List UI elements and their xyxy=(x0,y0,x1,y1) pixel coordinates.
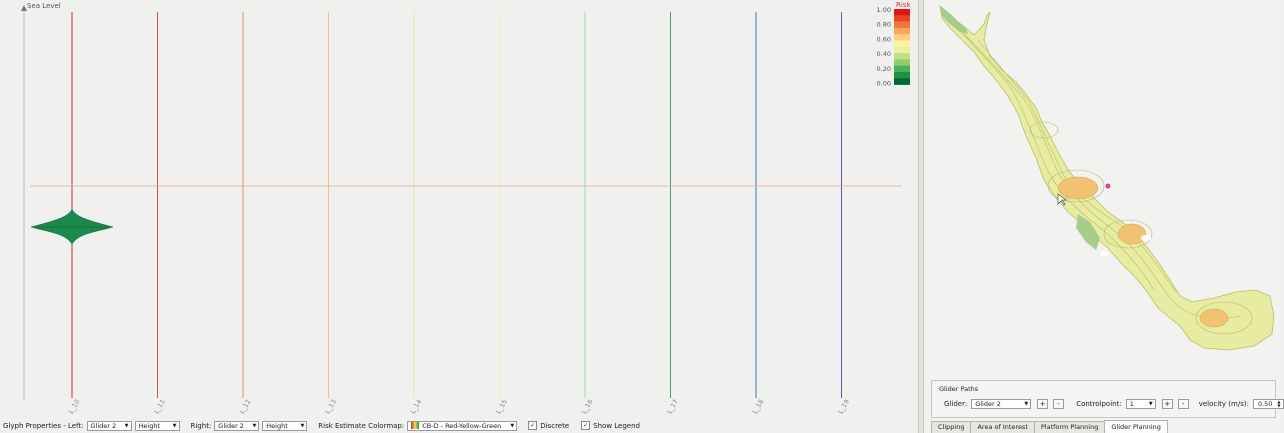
legend-swatch xyxy=(894,78,910,85)
legend-swatch xyxy=(894,22,910,29)
right-glider-select[interactable] xyxy=(214,421,259,431)
chevron-down-icon: ▼ xyxy=(172,422,177,429)
remove-glider-button[interactable]: - xyxy=(1053,399,1064,409)
show-legend-checkbox[interactable] xyxy=(581,421,640,430)
checkmark-icon[interactable]: ✓ xyxy=(530,422,536,429)
right-property-value: Height xyxy=(266,421,288,430)
map-panel xyxy=(924,0,1280,433)
tab-platform-planning[interactable]: Platform Planning xyxy=(1034,421,1105,433)
glyph-properties-toolbar xyxy=(0,418,918,433)
velocity-label: velocity (m/s): xyxy=(1198,400,1249,408)
legend-swatch xyxy=(894,53,910,60)
chevron-down-icon: ▼ xyxy=(124,422,129,429)
glider-paths-row xyxy=(944,399,1284,409)
chevron-down-icon: ▼ xyxy=(252,422,257,429)
glider-paths-group xyxy=(931,380,1281,418)
checkmark-icon[interactable]: ✓ xyxy=(583,422,589,429)
violin-glyph[interactable] xyxy=(31,209,113,244)
glider-select[interactable] xyxy=(971,399,1031,409)
x-tick-label: L_11 xyxy=(152,398,168,416)
legend-title: Risk xyxy=(896,1,911,9)
controlpoint-label: Controlpoint: xyxy=(1076,400,1122,408)
map-hotspot-3 xyxy=(1200,309,1228,327)
legend-tick-label: 1.00 xyxy=(876,6,891,14)
right-glider-value: Glider 2 xyxy=(218,421,244,430)
chevron-down-icon: ▼ xyxy=(1024,401,1029,407)
left-property-value: Height xyxy=(138,421,160,430)
tab-glider-planning[interactable]: Glider Planning xyxy=(1104,420,1168,433)
x-tick-label: L_14 xyxy=(409,398,424,416)
x-tick-label: L_13 xyxy=(323,398,339,416)
legend-swatch xyxy=(894,28,910,35)
map-view[interactable] xyxy=(924,0,1280,378)
legend-tick-label: 0.20 xyxy=(876,64,891,73)
legend-swatch xyxy=(894,72,910,79)
x-tick-label: L_12 xyxy=(238,398,253,416)
tab-area-of-interest[interactable]: Area of Interest xyxy=(970,421,1034,433)
right-property-select[interactable] xyxy=(262,421,307,431)
add-controlpoint-button[interactable]: + xyxy=(1162,399,1173,409)
glider-select-value: Glider 2 xyxy=(975,400,1001,408)
legend-swatch xyxy=(894,15,910,22)
x-tick-label: L_17 xyxy=(665,398,681,416)
controlpoint-select[interactable] xyxy=(1126,399,1156,409)
legend-tick-label: 0.00 xyxy=(876,79,891,88)
legend-swatch xyxy=(894,66,910,73)
discrete-checkbox[interactable] xyxy=(528,421,569,430)
chevron-down-icon: ▼ xyxy=(1148,401,1153,407)
tab-clipping[interactable]: Clipping xyxy=(931,421,971,433)
colormap-swatch-icon xyxy=(411,422,419,429)
y-axis-label: Sea Level xyxy=(27,2,61,10)
legend-swatch xyxy=(894,59,910,66)
x-tick-label: L_16 xyxy=(580,398,595,416)
map-hotspot-2 xyxy=(1118,224,1146,244)
glider-label: Glider: xyxy=(944,400,968,408)
glider-controlpoint-marker[interactable] xyxy=(1105,183,1111,189)
colormap-label: Risk Estimate Colormap: xyxy=(318,421,405,430)
legend-tick-label: 0.40 xyxy=(876,50,891,59)
glyph-left-label: Glyph Properties - Left: xyxy=(3,421,84,430)
colormap-value: CB-D - Red-Yellow-Green xyxy=(422,421,502,430)
velocity-spinner[interactable] xyxy=(1253,399,1284,409)
x-tick-label: L_19 xyxy=(836,398,852,416)
colormap-select[interactable] xyxy=(407,421,517,431)
right-label: Right: xyxy=(190,421,212,430)
legend-tick-label: 0.60 xyxy=(876,35,891,44)
x-tick-label: L_15 xyxy=(494,398,510,416)
x-tick-label: L_10 xyxy=(67,398,82,416)
legend-swatch xyxy=(894,9,910,16)
left-property-select[interactable] xyxy=(135,421,180,431)
legend-swatch xyxy=(894,41,910,48)
remove-controlpoint-button[interactable]: - xyxy=(1178,399,1189,409)
planning-tabs xyxy=(931,420,1167,433)
map-hotspot-1 xyxy=(1058,177,1098,199)
map-island xyxy=(1141,235,1151,241)
chevron-down-icon: ▼ xyxy=(300,422,305,429)
spinner-arrows-icon[interactable]: ▲ ▼ xyxy=(1277,399,1281,408)
legend-tick-label: 0.80 xyxy=(876,20,891,29)
legend-swatch xyxy=(894,47,910,54)
discrete-label: Discrete xyxy=(540,421,570,430)
show-legend-label: Show Legend xyxy=(593,421,640,430)
map-island-2 xyxy=(1100,251,1108,257)
glider-paths-title: Glider Paths xyxy=(939,385,979,393)
map-landmass xyxy=(940,6,1274,350)
chevron-down-icon: ▼ xyxy=(510,422,515,429)
legend-swatch xyxy=(894,34,910,41)
left-glider-select[interactable] xyxy=(87,421,132,431)
x-tick-label: L_18 xyxy=(751,398,766,416)
velocity-value: 0.50 xyxy=(1257,400,1273,408)
add-glider-button[interactable]: + xyxy=(1037,399,1048,409)
controlpoint-select-value: 1 xyxy=(1129,400,1134,408)
left-glider-value: Glider 2 xyxy=(90,421,117,430)
